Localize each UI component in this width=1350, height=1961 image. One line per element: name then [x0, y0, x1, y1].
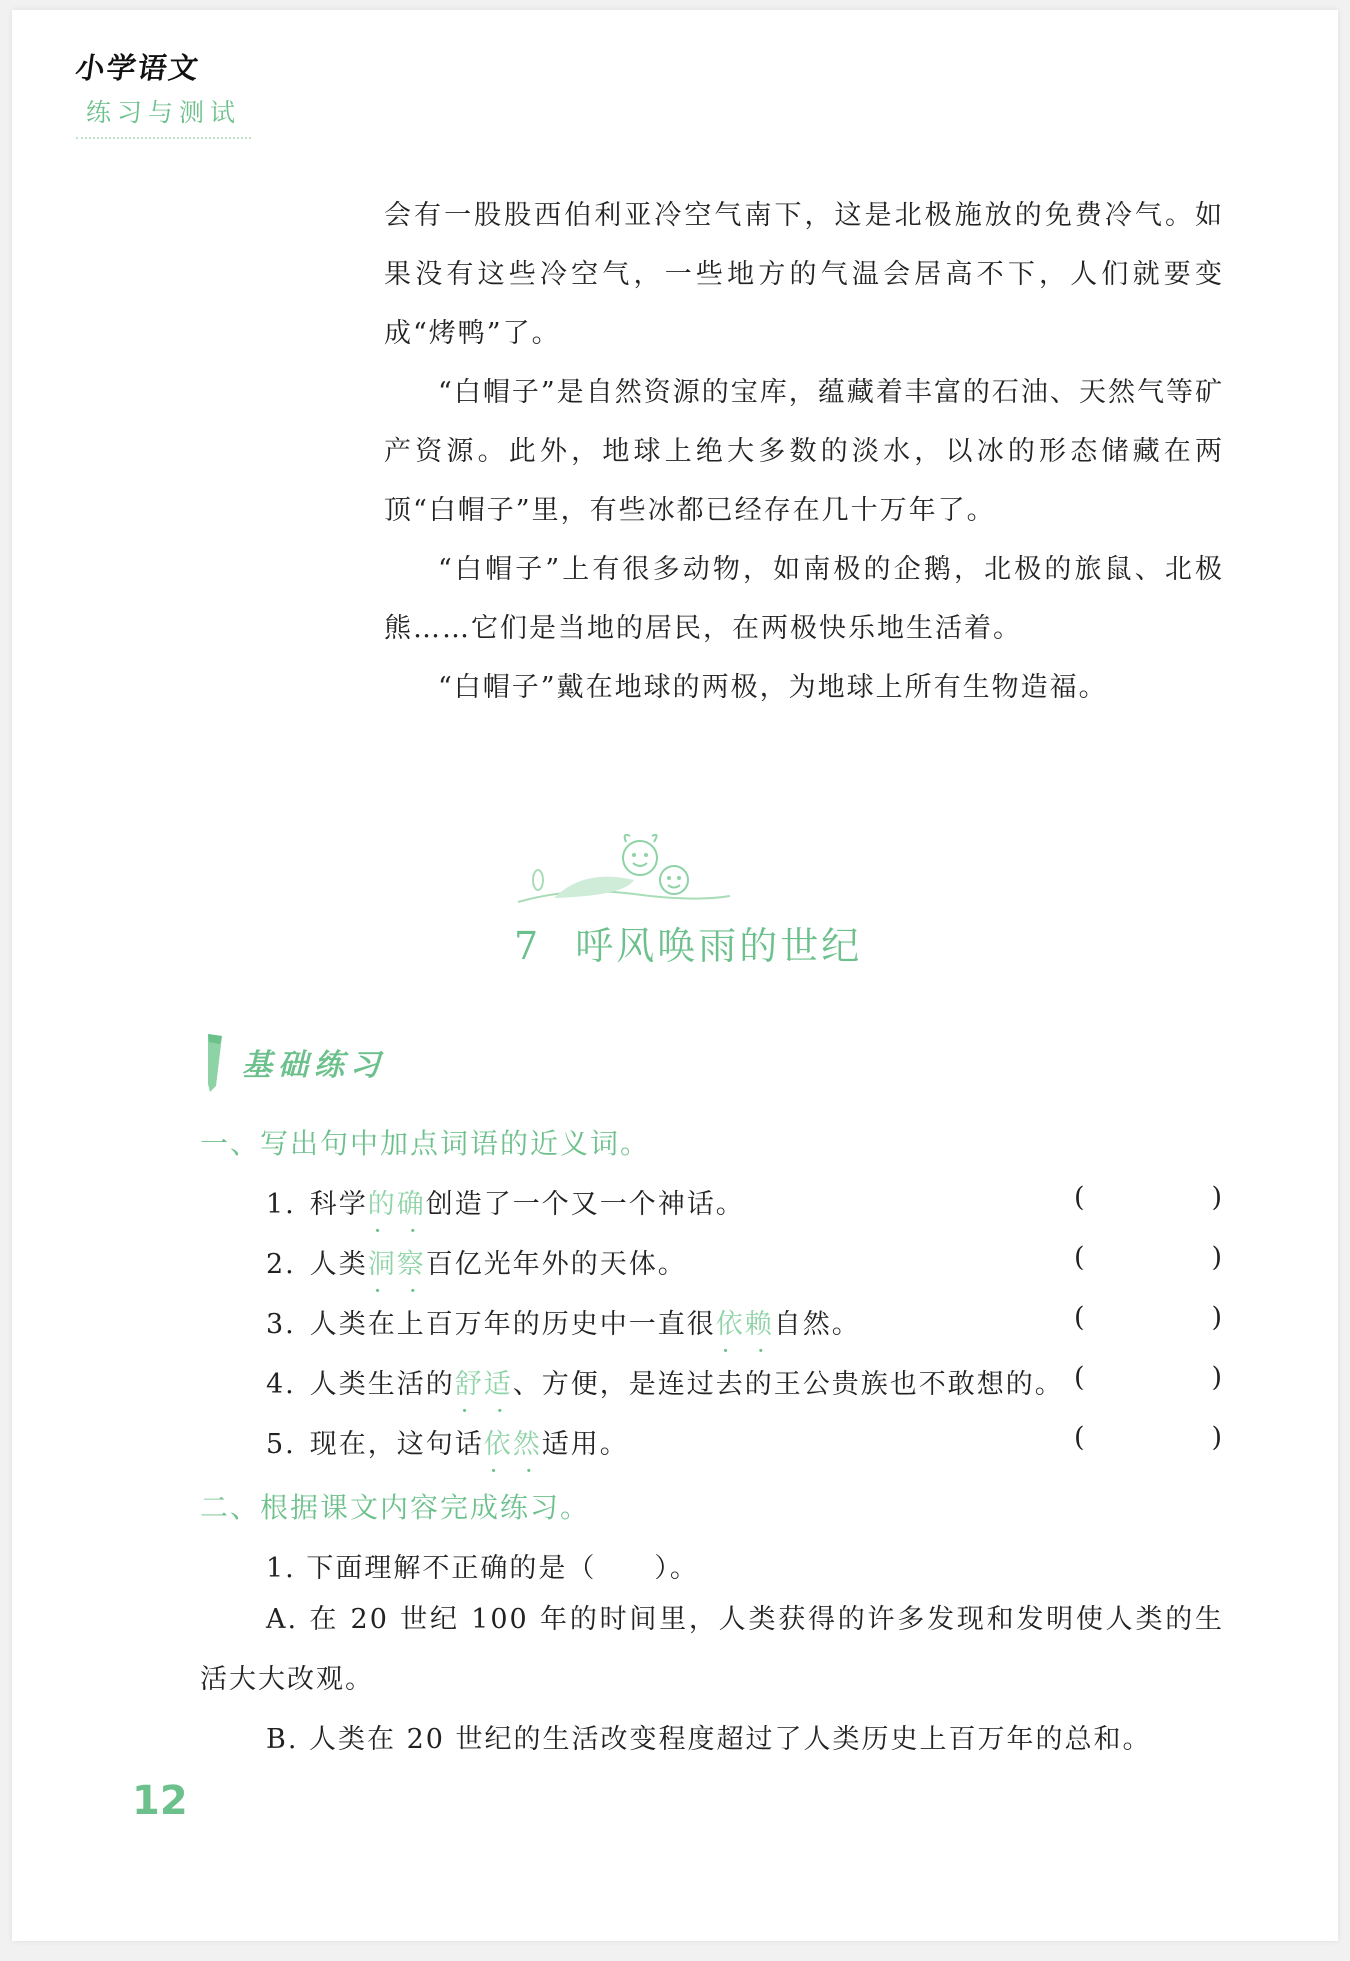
list-item — [266, 1422, 1226, 1461]
dotted-word: 舒适 · · — [455, 1362, 513, 1401]
question-heading: 二、根据课文内容完成练习。 — [200, 1491, 591, 1524]
dotted-word: 依赖 · · — [716, 1302, 774, 1341]
passage-paragraph: “白帽子”戴在地球的两极，为地球上所有生物造福。 — [438, 672, 1108, 703]
pencil-icon — [200, 1030, 226, 1094]
list-item — [266, 1242, 1226, 1281]
choice-a: A. 在 20 世纪 100 年的时间里，人类获得的许多发现和发明使人类的生活大大改观。 — [200, 1604, 1224, 1695]
sentence-text: 自然。 — [773, 1309, 861, 1340]
item-number: 5. — [266, 1429, 296, 1460]
sentence-text: 适用。 — [541, 1429, 629, 1460]
sentence-text: 人类生活的 — [309, 1369, 455, 1400]
paren-open: ( — [1074, 1242, 1087, 1273]
paren-open: ( — [1074, 1182, 1087, 1213]
paren-close: ) — [1211, 1362, 1224, 1393]
sentence-text: 百亿光年外的天体。 — [425, 1249, 687, 1280]
passage-paragraph: “白帽子”是自然资源的宝库，蕴藏着丰富的石油、天然气等矿产资源。此外，地球上绝大多数的淡水，以冰的形态储藏在两顶“白帽子”里，有些冰都已经存在几十万年了。 — [384, 377, 1224, 526]
paren-close: ) — [1211, 1182, 1224, 1213]
page-number: 12 — [132, 1778, 188, 1824]
sentence-text: 、方便，是连过去的王公贵族也不敢想的。 — [512, 1369, 1064, 1400]
sentence-text: 人类 — [309, 1249, 368, 1280]
list-item: 1. 下面理解不正确的是（ ）。 — [266, 1553, 699, 1584]
sentence-text: 现在，这句话 — [309, 1429, 484, 1460]
sentence-text: 人类在上百万年的历史中一直很 — [309, 1309, 716, 1340]
lesson-number: 7 — [514, 924, 542, 968]
paren-open: ( — [1074, 1422, 1087, 1453]
dotted-word: 洞察 · · — [368, 1242, 426, 1281]
item-number: 2. — [266, 1249, 296, 1280]
section-title: 基础练习 — [242, 1048, 386, 1083]
lesson-title — [514, 915, 862, 970]
page-header — [73, 46, 251, 139]
series-subtitle: 练习与测试 — [76, 93, 251, 139]
item-number: 3. — [266, 1309, 296, 1340]
item-number: 1. — [266, 1189, 296, 1220]
lesson-name: 呼风唤雨的世纪 — [575, 924, 863, 968]
list-item — [266, 1302, 1226, 1341]
section-header — [200, 1030, 386, 1094]
paren-close: ) — [1211, 1242, 1224, 1273]
paren-close: ) — [1211, 1422, 1224, 1453]
series-title: 小学语文 — [73, 51, 203, 85]
sentence-text: 创造了一个又一个神话。 — [425, 1189, 745, 1220]
passage-paragraph: “白帽子”上有很多动物，如南极的企鹅，北极的旅鼠、北极熊……它们是当地的居民，在两极快乐地生活着。 — [384, 554, 1224, 644]
list-item — [266, 1182, 1226, 1221]
question-heading: 一、写出句中加点词语的近义词。 — [200, 1127, 651, 1160]
sentence-text: 科学 — [309, 1189, 368, 1220]
list-item — [266, 1362, 1226, 1401]
paren-open: ( — [1074, 1362, 1087, 1393]
dotted-word: 的确 · · — [368, 1182, 426, 1221]
paren-close: ) — [1211, 1302, 1224, 1333]
passage-paragraph: 会有一股股西伯利亚冷空气南下，这是北极施放的免费冷气。如果没有这些冷空气，一些地方的气温会居高不下，人们就要变成“烤鸭”了。 — [384, 200, 1224, 349]
children-illustration-icon — [514, 828, 734, 908]
paren-open: ( — [1074, 1302, 1087, 1333]
item-number: 4. — [266, 1369, 296, 1400]
dotted-word: 依然 · · — [484, 1422, 542, 1461]
choice-b: B. 人类在 20 世纪的生活改变程度超过了人类历史上百万年的总和。 — [266, 1724, 1152, 1755]
workbook-page — [12, 10, 1338, 1941]
